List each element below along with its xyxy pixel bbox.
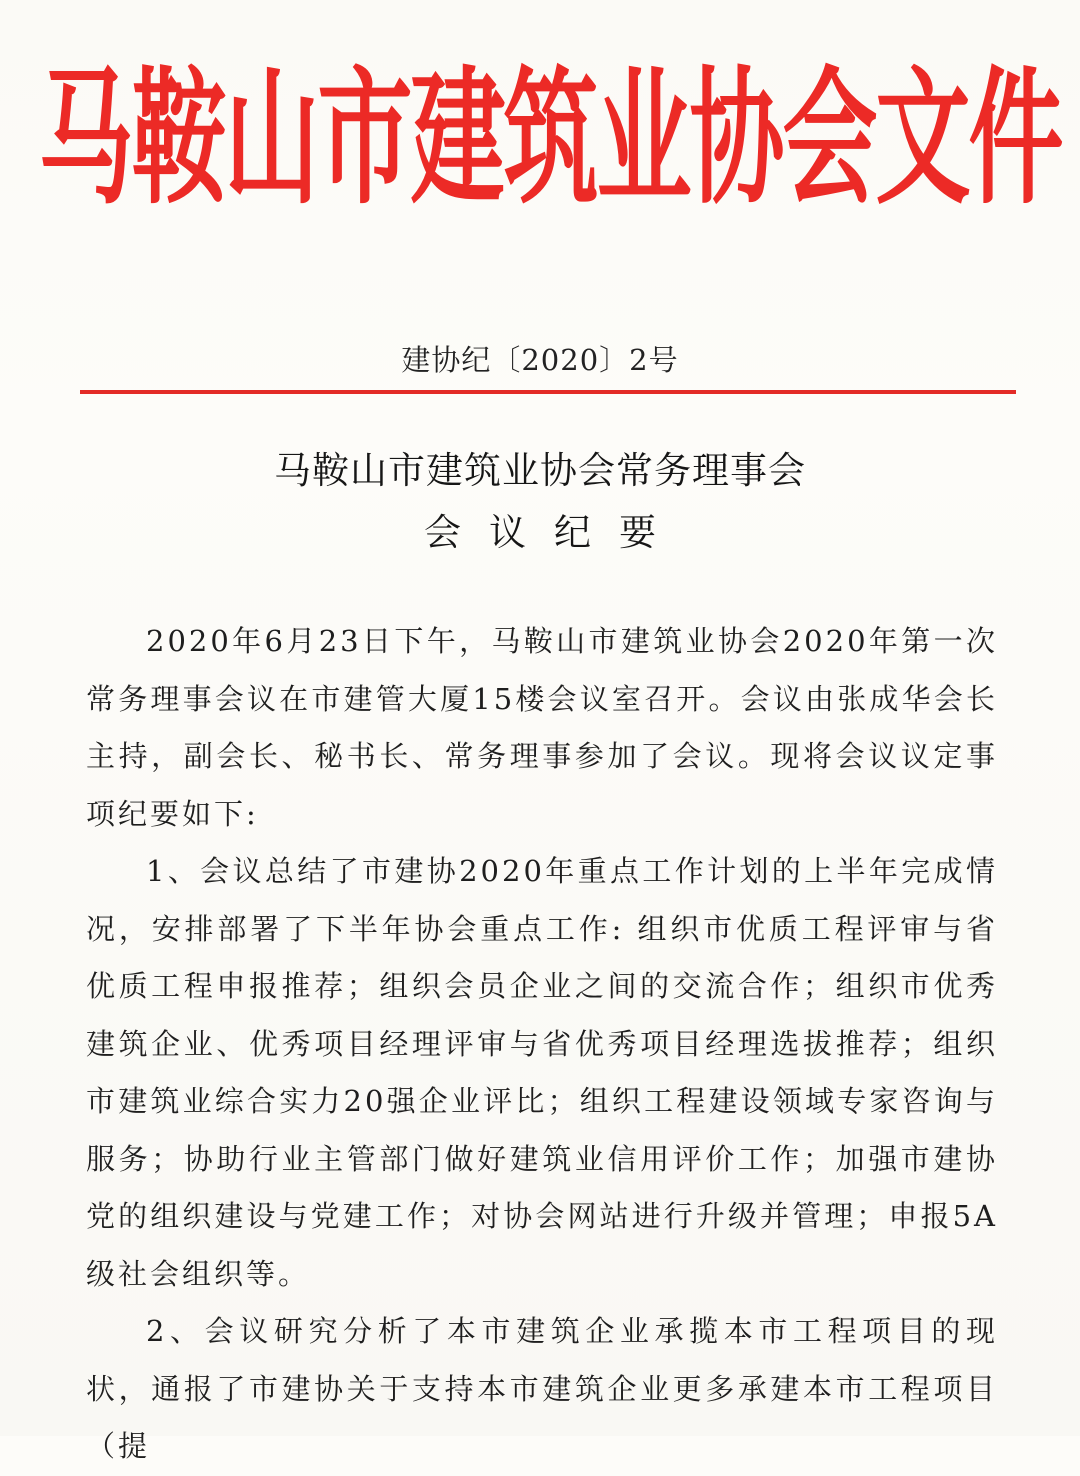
body-paragraph-item-1: 1、会议总结了市建协2020年重点工作计划的上半年完成情况，安排部署了下半年协会重点工作: 组织市优质工程评审与省优质工程申报推荐；组织会员企业之间的交流合作；组织市优秀建筑企业、优秀项目经理评审与省优秀项目经理选拔推荐；组织市建筑业综合实力20强企业评比；组织工程建设领域专家咨询与服务；协助行业主管部门做好建筑业信用评价工作；加强市建协党的组织建设与党建工作；对协会网站进行升级并管理；申报5A级社会组织等。 <box>86 854 998 1291</box>
masthead <box>38 40 1062 240</box>
masthead-title: 马鞍山市建筑业协会文件 <box>38 53 1062 225</box>
body-paragraph-item-2: 2、会议研究分析了本市建筑企业承揽本市工程项目的现状，通报了市建协关于支持本市建筑企业更多承建本市工程项目（提 <box>86 1314 998 1463</box>
document-body <box>86 613 998 1476</box>
document-subtitle: 会议纪要 <box>424 511 684 554</box>
red-divider-rule <box>80 390 1016 394</box>
document-title: 马鞍山市建筑业协会常务理事会 <box>274 449 806 492</box>
body-paragraph-intro: 2020年6月23日下午，马鞍山市建筑业协会2020年第一次常务理事会议在市建管大厦15楼会议室召开。会议由张成华会长主持，副会长、秘书长、常务理事参加了会议。现将会议议定事项纪要如下: <box>86 624 998 831</box>
document-number: 建协纪〔2020〕2号 <box>401 343 679 377</box>
